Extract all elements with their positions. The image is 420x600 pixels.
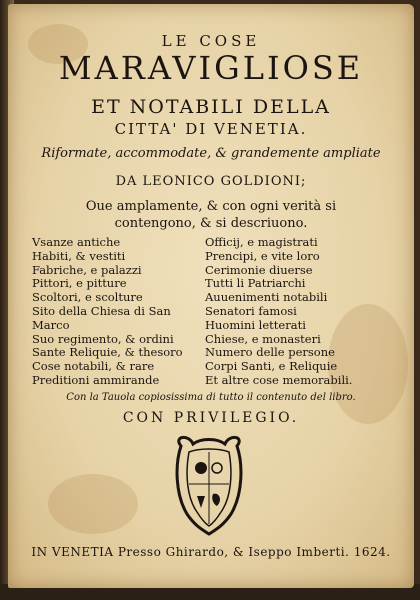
title-line-4: CITTA' DI VENETIA. bbox=[114, 120, 308, 138]
contents-item: Numero delle persone bbox=[205, 345, 335, 360]
contents-left-column bbox=[32, 236, 210, 388]
contents-item: Pittori, e pitture bbox=[32, 276, 127, 291]
paper-stain bbox=[48, 474, 138, 534]
contents-right-column bbox=[205, 236, 405, 388]
contents-item: Preditioni ammirande bbox=[32, 372, 160, 387]
contents-item: Marco bbox=[32, 317, 70, 332]
contents-item: Corpi Santi, e Reliquie bbox=[205, 359, 338, 374]
contents-item: Vsanze antiche bbox=[32, 235, 121, 249]
imprint: IN VENETIA Presso Ghirardo, & Iseppo Imberti. 1624. bbox=[31, 545, 391, 559]
title-line-5: Riformate, accommodate, & grandemente ampliate bbox=[41, 146, 381, 161]
subtitle bbox=[8, 198, 414, 232]
privilege-line: CON PRIVILEGIO. bbox=[122, 410, 300, 426]
contents-item: Cose notabili, & rare bbox=[32, 359, 155, 374]
title-main: MARAVIGLIOSE bbox=[58, 49, 364, 87]
contents-item: Chiese, e monasteri bbox=[205, 331, 321, 346]
title-page bbox=[8, 4, 414, 588]
title-line-1: LE COSE bbox=[161, 32, 261, 50]
contents-item: Et altre cose memorabili. bbox=[205, 372, 353, 387]
contents-item: Scoltori, e scolture bbox=[32, 290, 143, 305]
author-line: DA LEONICO GOLDIONI; bbox=[115, 174, 307, 189]
table-note: Con la Tauola copiosissima di tutto il contenuto del libro. bbox=[66, 392, 356, 403]
contents-item: Habiti, & vestiti bbox=[32, 248, 126, 263]
subtitle-text: Oue amplamente, & con ogni verità si contengono, & si descriuono. bbox=[85, 199, 337, 231]
contents-item: Fabriche, e palazzi bbox=[32, 262, 142, 277]
contents-item: Suo regimento, & ordini bbox=[32, 331, 174, 346]
contents-item: Tutti li Patriarchi bbox=[205, 276, 306, 291]
contents-item: Cerimonie diuerse bbox=[205, 262, 313, 277]
title-line-3: ET NOTABILI DELLA bbox=[91, 96, 331, 118]
contents-item: Sito della Chiesa di San bbox=[32, 303, 171, 318]
contents-item: Sante Reliquie, & thesoro bbox=[32, 345, 183, 360]
contents-item: Senatori famosi bbox=[205, 303, 297, 318]
contents-item: Huomini letterati bbox=[205, 317, 306, 332]
contents-item: Prencipi, e vite loro bbox=[205, 248, 320, 263]
heraldic-shield-emblem-icon bbox=[171, 434, 247, 536]
contents-item: Officij, e magistrati bbox=[205, 235, 318, 249]
contents-item: Auuenimenti notabili bbox=[205, 290, 328, 305]
